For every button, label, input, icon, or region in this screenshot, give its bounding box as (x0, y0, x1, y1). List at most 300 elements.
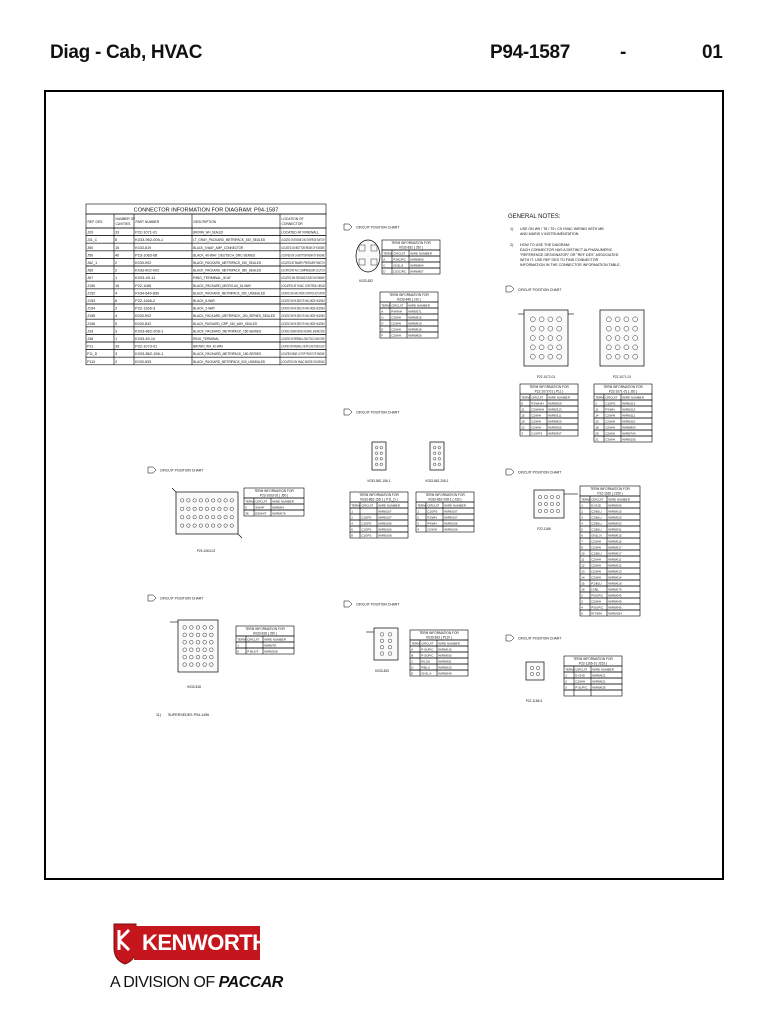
term-table-cell: 2 (351, 515, 353, 520)
reference-arrow-icon (148, 595, 156, 601)
term-table-cell: C2/WH (591, 575, 601, 580)
term-table-cell: C (383, 263, 386, 268)
term-table-cell: C2/BLU (591, 515, 602, 520)
term-table-title: TERM INFORMATION FOR (391, 241, 431, 246)
term-table-cell: C2/BLU (591, 521, 602, 526)
connector-table-cell: LOCATED ON FIREWALL GND STUD, DASH SIDE (281, 337, 325, 341)
term-table-cell: C2/WH (605, 413, 615, 418)
term-table-cell: WIR8/615 (608, 533, 622, 538)
term-table-cell: D (383, 269, 386, 274)
term-table-cell: R/LSA (421, 659, 430, 664)
term-table-cell: A (411, 647, 414, 652)
term-table-cell: D (381, 321, 384, 326)
term-table-cell: WIR8/612 (608, 563, 622, 568)
term-table-cell: WIR8/032 (608, 521, 622, 526)
connector-table-column-header: CONNECTOR (281, 222, 303, 226)
connector-table-cell: J153 (87, 299, 96, 303)
connector-part-label: P22-1071-01 (612, 375, 632, 379)
connector-table-cell: 2 (115, 359, 118, 364)
term-table-cell: C2/WH (531, 419, 541, 424)
term-table-cell: WIR8/050 (438, 653, 452, 658)
term-table-cell: C1GPS (361, 527, 372, 532)
term-table-cell: 22 (521, 425, 525, 430)
term-table-cell: 7 (581, 539, 583, 544)
reference-arrow-icon (148, 467, 156, 473)
term-table-cell: 1 (237, 643, 239, 648)
connector-table-cell: BLACK_PACKARD_METRIPACK_280_UNSEALED (193, 291, 266, 296)
term-table-cell: WIR8/107 (444, 509, 458, 514)
term-table-cell: 2 (581, 593, 583, 598)
term-table-cell: WIR8/616 (608, 581, 622, 586)
connector-table-cell: 3 (115, 329, 118, 334)
connector-table-cell: BLACK_9-WAY_AMP_CONNECTOR (193, 245, 244, 250)
term-table-cell: 11 (521, 407, 525, 412)
term-table-cell: WIR8/016 (438, 647, 452, 652)
division-line (110, 974, 283, 992)
term-table-cell: C (411, 659, 414, 664)
connector-table-cell: P22-1073-01 (135, 344, 158, 349)
term-table-cell: WIR8/804 (410, 263, 424, 268)
connector-k033-818-body (178, 620, 218, 672)
term-table-cell: A (383, 257, 386, 262)
connector-table-cell: J150 (87, 283, 96, 288)
term-table-cell: G (381, 315, 384, 320)
connector-table-cell: J20 (87, 230, 94, 235)
connector-table-cell: 4 (115, 314, 118, 319)
term-table-title: P22-1072-01 ( P11 ) (534, 389, 564, 394)
term-table-cell: E (381, 327, 384, 332)
term-table-column-header: TERM (383, 251, 392, 256)
term-table-cell: WIR8/617 (608, 545, 622, 550)
term-table-cell: E-GND (591, 503, 601, 508)
connector-table-column-header: LOCATION OF (281, 217, 304, 221)
term-table-cell: WIR8/621 (592, 679, 606, 684)
term-table-cell: WIR8/045 (608, 599, 622, 604)
connector-table-column-header: CAVITIES (115, 222, 131, 226)
term-table-cell: 3 (581, 515, 583, 520)
term-table-cell: WIR8/009 (548, 401, 562, 406)
doc-number: P94-1587 (490, 42, 571, 63)
term-table-cell: WIR8/045 (608, 593, 622, 598)
term-table-cell: 2 (417, 515, 419, 520)
term-table-cell: P3/WH (605, 407, 615, 412)
term-table-cell: C2/WH (605, 425, 615, 430)
term-table-column-header: CIRCUIT (531, 395, 544, 400)
term-table-cell: WIR8/815 (408, 315, 422, 320)
term-table-cell: WIR8/076 (608, 587, 622, 592)
connector-table-cell: LOCATED ON ENGINE 1/50 OVERRIDE SWITCH (281, 238, 326, 243)
term-table-column-header: TERM (581, 497, 590, 502)
term-table-cell: C2/WH (575, 679, 585, 684)
term-table-column-header: TERM (565, 667, 574, 672)
term-table-cell: P-SUP/C (421, 647, 434, 652)
connector-table-cell: P110 (87, 359, 96, 364)
circuit-position-chart-label: CIRCUIT POSITION CHART (518, 470, 562, 475)
reference-arrow-icon (344, 409, 352, 415)
connector-table-cell: LOCATED ON RH SIDE OF HVAC MODE HOUSING (281, 299, 325, 303)
connector-table-cell: BLACK_6-WAY (193, 299, 217, 303)
term-table-cell: E (411, 671, 414, 676)
connector-table-cell: P22-1166-3 (135, 306, 156, 311)
term-table-cell: 3 (417, 521, 419, 526)
term-table-cell: 20 (595, 431, 599, 436)
page-title: Diag - Cab, HVAC (50, 42, 203, 63)
term-table-cell: WIR8/820 (548, 419, 562, 424)
connector-table-cell: J50 (87, 253, 94, 258)
connector-table-cell: K033-902-002 (135, 268, 160, 273)
wiring-diagram (44, 90, 724, 880)
connector-table-cell: J152 (87, 291, 96, 296)
term-table-cell: 4 (417, 527, 419, 532)
term-table-column-header: WIRE NUMBER (622, 395, 644, 400)
term-table-cell: WIR8/614 (608, 575, 622, 580)
term-table-cell: WIR8/106 (378, 527, 392, 532)
reference-arrow-icon (344, 224, 352, 230)
term-table-cell: 11 (595, 407, 599, 412)
term-table-title: P22-1071-01 ( J20 ) (608, 389, 638, 394)
connector-table-cell: 2 (115, 268, 118, 273)
term-table-cell: 12 (581, 563, 585, 568)
circuit-position-chart-label: CIRCUIT POSITION CHART (160, 596, 204, 601)
term-table-column-header: CIRCUIT (247, 637, 260, 642)
connector-table-cell: BLACK_PACKARD_METRIPACK_150_SEALED (193, 261, 262, 265)
term-table-title: P22-1166 ( J150 ) (597, 491, 623, 496)
term-table-cell: C2/WH (605, 431, 615, 436)
term-table-column-header: CIRCUIT (421, 641, 434, 646)
term-table-cell: GND_A (421, 671, 432, 676)
term-table-column-header: CIRCUIT (575, 667, 588, 672)
term-table-cell: C1GPS (427, 509, 438, 514)
term-table-cell: C2/WH (391, 333, 401, 338)
term-table-cell: E-GND (575, 673, 585, 678)
circuit-position-chart-label: CIRCUIT POSITION CHART (518, 636, 562, 641)
term-table-cell: WIR8/611 (608, 557, 622, 562)
general-notes-item-line: HOW TO USE THE DIAGRAM: (520, 243, 570, 247)
connector-table-cell: K033-833 (135, 359, 152, 364)
term-table-cell: 36 (245, 511, 249, 516)
connector-table-cell: J38 (87, 337, 94, 341)
circuit-position-chart-label: CIRCUIT POSITION CHART (356, 225, 400, 230)
term-table-cell: WIR8/111 (622, 413, 636, 418)
term-table-title: TERM INFORMATION FOR (419, 631, 459, 636)
term-table-cell: P/BLU (421, 665, 430, 670)
term-table-column-header: WIRE NUMBER (410, 251, 432, 256)
term-table-cell: 1 (417, 509, 419, 514)
term-table-title: TERM INFORMATION FOR (590, 487, 630, 492)
term-table-column-header: TERM (351, 503, 360, 508)
connector-table-cell: BLACK_PACKARD_METRIPACK_630_UNSEALED (193, 359, 266, 364)
connector-table-cell: J65 (87, 268, 94, 273)
connector-table-cell: K033-862-208-1 (135, 329, 164, 334)
connector-part-label: P22-1166 (537, 527, 551, 531)
term-table-title: K033-846 ( J10 ) (397, 297, 421, 302)
connector-table-cell: RING_TERMINAL_5/16" (193, 276, 232, 281)
term-table-cell: A (381, 309, 384, 314)
term-table-cell: P3/WH/H (531, 401, 544, 406)
term-table-cell: C2/WH (605, 419, 615, 424)
term-table-cell: WIR8/S54 (608, 611, 622, 616)
term-table-cell: C2/WH (531, 425, 541, 430)
term-table-cell: WIR8/005 (608, 503, 622, 508)
term-table-title: K033-862-156-1 ( P11_D ) (360, 497, 398, 502)
connector-table-cell: J33 (87, 329, 94, 334)
general-notes-title: GENERAL NOTES: (508, 214, 561, 220)
term-table-title: TERM INFORMATION FOR (359, 493, 399, 498)
term-table-cell: P/SUP/C (591, 605, 604, 610)
term-table-title: K033-862-208-1 ( J33 ) (428, 497, 462, 502)
term-table-cell: WIR8/818 (408, 327, 422, 332)
term-table-cell: WIR8/617 (608, 551, 622, 556)
term-table-title: K033-818 ( J50 ) (253, 631, 277, 636)
doc-dash: - (620, 42, 627, 63)
connector-table-cell: LOCATED ON BOTTOM REAR OF ENGINE (281, 245, 325, 250)
term-table-cell: WIR8/110 (622, 419, 636, 424)
term-table-title: P23-1063-02 ( J50 ) (259, 493, 289, 498)
term-table-cell: C1/BLU (591, 527, 602, 532)
kenworth-logo (110, 922, 310, 1012)
term-table-cell: P/SUP/C (591, 593, 604, 598)
connector-table-cell: LOCATED ON RH SIDE OF HVAC MODE HOUSING (281, 314, 325, 319)
connector-table-cell: 4 (115, 291, 118, 296)
term-table-cell: WIR8/113 (622, 401, 636, 406)
term-table-column-header: CIRCUIT (361, 503, 374, 508)
term-table-cell: 10 (581, 551, 585, 556)
term-table-cell: 5 (245, 505, 247, 510)
term-table-cell: 14 (595, 413, 599, 418)
connector-table-cell: 40 (115, 253, 120, 258)
term-table-cell: C2/WH (591, 599, 601, 604)
term-table-column-header: TERM (595, 395, 604, 400)
term-table-cell: WIR8/025 (608, 515, 622, 520)
connector-table-cell: LOCATED ON GROUND STUD ON ENGINE (281, 276, 325, 281)
term-table-cell: C2/WH (591, 539, 601, 544)
connector-table-cell: LOCATED NEAR LH TOP FRONT OF ENGINE (281, 352, 325, 357)
revision-number: 01 (702, 42, 723, 63)
term-table-cell: GND_N (591, 533, 602, 538)
connector-table-cell: K033-832 (135, 321, 152, 326)
term-table-cell: C2/WH (591, 569, 601, 574)
connector-table-cell: J31_C (87, 238, 98, 243)
term-table-title: K033-832 ( J50 ) (399, 245, 423, 250)
term-table-cell: C2/WH (591, 563, 601, 568)
term-table-cell: P3/WH (427, 515, 437, 520)
term-table-cell: 16 (581, 587, 585, 592)
term-table-cell: 8 (351, 533, 353, 538)
term-table-cell: 1 (565, 673, 567, 678)
term-table-cell: P-BLK/T (247, 649, 259, 654)
term-table-cell: WIR8/020 (438, 665, 452, 670)
term-table-column-header: WIRE NUMBER (592, 667, 614, 672)
term-table-column-header: WIRE NUMBER (264, 637, 286, 642)
term-table-cell: WIR8/810 (408, 321, 422, 326)
term-table-cell: GND_8 (393, 263, 404, 268)
term-table-cell: 19 (521, 419, 525, 424)
term-table-column-header: CIRCUIT (391, 303, 404, 308)
term-table-cell: LT/BL (591, 587, 599, 592)
term-table-cell: 1 (581, 503, 583, 508)
connector-part-label: K033-818 (187, 685, 201, 689)
term-table-title: K033-833 ( P110 ) (426, 635, 452, 640)
connector-table-column-header: REF. DES (87, 220, 103, 224)
connector-table-cell: LOCATED ON RH SIDE OF HVAC MODE HOUSING (281, 321, 325, 326)
term-table-cell: 21 (595, 437, 599, 442)
term-table-cell: WIR8/045 (608, 605, 622, 610)
term-table-title: TERM INFORMATION FOR (529, 385, 569, 390)
term-table-cell: WIR8/626 (592, 685, 606, 690)
connector-table-cell: K034-649-830 (135, 291, 160, 296)
connector-table-cell: BLACK_40-WAY_DEUTSCH_DRC-SERIES (193, 253, 256, 258)
term-table-cell: C1GPS (605, 401, 616, 406)
connector-table-cell: 1 (115, 276, 118, 281)
term-table-cell: 3 (521, 431, 523, 436)
connector-table-cell: 2 (115, 306, 118, 311)
term-table-cell: WIR8/04 (272, 505, 284, 510)
connector-table-column-header: DESCRIPTION (193, 220, 217, 224)
term-table-column-header: WIRE NUMBER (548, 395, 570, 400)
term-table-column-header: WIRE NUMBER (272, 499, 294, 504)
term-table-cell: WIR8/208 (264, 649, 278, 654)
callout-line (238, 534, 242, 538)
connector-table-cell: LOCATED ON HVAC MODE CONTROL ACTUATOR (281, 291, 326, 296)
term-table-cell: 1 (351, 509, 353, 514)
term-table-cell: 3 (565, 685, 567, 690)
connector-part-label: P23-1063-02 (196, 549, 216, 553)
term-table-cell: P-SUP/C (421, 653, 434, 658)
term-table-cell: 5 (581, 611, 583, 616)
connector-table-cell: 1 (115, 337, 118, 341)
term-table-column-header: TERM (521, 395, 530, 400)
general-notes-item-number: 1) (510, 227, 514, 231)
term-table-column-header: TERM (411, 641, 420, 646)
term-table-cell: C2/WH (391, 327, 401, 332)
term-table-cell: WIR8/113 (622, 407, 636, 412)
kenworth-wordmark: KENWORTH (134, 926, 260, 960)
reference-arrow-icon (344, 601, 352, 607)
connector-table-cell: 5 (115, 321, 118, 326)
general-notes-item-line: INFORMATION IN THE CONNECTOR INFORMATION TABLE. (520, 263, 621, 267)
term-table-column-header: CIRCUIT (255, 499, 268, 504)
term-table-column-header: WIRE NUMBER (444, 503, 466, 508)
term-table-cell: R/T/WH (591, 611, 602, 616)
paccar-wordmark: PACCAR (218, 974, 283, 991)
term-table-cell: WIR8/78 (264, 643, 276, 648)
term-table-cell: 3 (581, 599, 583, 604)
division-text: A DIVISION OF (110, 974, 215, 991)
connector-table-cell: P22-1166 (135, 283, 152, 288)
term-table-cell: WIR8/031 (608, 527, 622, 532)
term-table-cell: C2/WH (427, 527, 437, 532)
connector-table-cell: K033-962-006-1 (135, 238, 164, 243)
term-table-column-header: TERM (237, 637, 246, 642)
term-table-cell: 8 (237, 649, 239, 654)
term-table-cell: WIR8/015 (608, 509, 622, 514)
connector-table-cell: BLACK_PACKARD_METRIPACK_150-SERIES (193, 329, 262, 334)
term-table-cell: 15 (581, 581, 585, 586)
connector-table-cell: J155 (87, 314, 96, 319)
connector-table-cell: BROWN_WH_42-WAY (193, 344, 224, 349)
term-table-cell: WIR8/106 (444, 521, 458, 526)
term-table-cell: WIR8/107 (378, 515, 392, 520)
connector-k033-833-body (374, 628, 398, 660)
connector-table-cell: 33 (115, 344, 120, 349)
connector-table-cell: LOCATED ON LH BOTTOM REAR OF ENGINE (281, 253, 325, 258)
term-table-cell: D (411, 665, 414, 670)
general-notes-item-line: WITH IT. USE REF DES TO FIND CONNECTOR (520, 258, 599, 262)
term-table-cell: WIR8/051 (438, 659, 452, 664)
term-table-cell: WIR8/107 (444, 515, 458, 520)
connector-table-cell: J62_1 (87, 261, 98, 265)
term-table-cell: 6 (351, 527, 353, 532)
term-table-cell: WIR8/106 (378, 521, 392, 526)
term-table-cell: WIR8/307 (548, 431, 562, 436)
term-table-cell: C1GPS (361, 533, 372, 538)
term-table-cell: WIR8/105 (622, 437, 636, 442)
term-table-column-header: CIRCUIT (605, 395, 618, 400)
connector-table-cell: BROWN_WH_SEALED (193, 230, 224, 235)
term-table-cell: P1/BLU (591, 581, 602, 586)
connector-table-cell: BLACK_PACKARD_METRIPACK_150_SERIES_SEALED (193, 314, 276, 319)
term-table-cell: WIR8/616 (608, 539, 622, 544)
term-table-title: TERM INFORMATION FOR (603, 385, 643, 390)
term-table-cell: C3/WH (605, 437, 615, 442)
connector-table-cell: J50 (87, 245, 94, 250)
connector-table-cell: K033-49-10 (135, 337, 156, 341)
connector-table-cell: P22-1166-2 (135, 299, 156, 303)
connector-table-cell: K033-819 (135, 245, 152, 250)
term-table-title: TERM INFORMATION FOR (389, 293, 429, 298)
term-table-title: TERM INFORMATION FOR (425, 493, 465, 498)
connector-table-cell: BLACK_PACKARD_METRIPACK_280_SEALED (193, 268, 262, 273)
term-table-cell: WIR8/613 (608, 569, 622, 574)
connector-k033-862-208-1-body (430, 442, 444, 470)
term-table-cell: F (381, 333, 384, 338)
term-table-cell: 13 (595, 419, 599, 424)
connector-table-cell: K033-902 (135, 261, 152, 265)
connector-part-label: K033-862-208-1 (425, 479, 449, 483)
term-table-cell: SW/4F (255, 505, 265, 510)
connector-table-title: CONNECTOR INFORMATION FOR DIAGRAM: P94-1587 (133, 207, 279, 214)
term-table-cell: B (411, 653, 414, 658)
term-table-cell: C2/WH (591, 557, 601, 562)
term-table-cell: 18 (595, 425, 599, 430)
connector-table-cell: BLACK_PACKARD_GRP_150_WAY_SEALED (193, 321, 258, 326)
connector-table-cell: 3 (115, 352, 118, 357)
circuit-position-chart-label: CIRCUIT POSITION CHART (356, 602, 400, 607)
connector-table-cell: LOCATED AT HVAC CONTROL HEAD (281, 283, 326, 288)
callout-line (172, 488, 176, 492)
term-table-cell: C1GPS (361, 515, 372, 520)
term-table-cell: 5 (581, 527, 583, 532)
reference-arrow-icon (506, 286, 514, 292)
connector-table-cell: LOCATED AT A/C COMPRESSOR CLUTCH (281, 268, 326, 273)
connector-table-cell: BLACK_2-WAY (193, 306, 217, 311)
term-table-cell: WIR8/106 (444, 527, 458, 532)
connector-table-cell: LOCATED ON RH SIDE OF HVAC MODE HOUSING (281, 306, 325, 311)
term-table-cell: 6 (581, 533, 583, 538)
term-table-cell: P/WH/H (391, 309, 403, 314)
term-table-cell: 8 (521, 401, 523, 406)
connector-table-cell: 33 (115, 230, 120, 235)
term-table-cell: WIR8/076 (272, 511, 286, 516)
term-table-cell: WIR8/571 (408, 309, 422, 314)
connector-table-cell: P11 (87, 344, 94, 349)
term-table-cell: 11 (581, 557, 585, 562)
connector-table-cell: 16 (115, 283, 120, 288)
connector-table-cell: K033-49-11 (135, 276, 156, 281)
term-table-cell: C2/BLU (591, 509, 602, 514)
connector-table-cell: 2 (115, 261, 118, 265)
reference-arrow-icon (506, 635, 514, 641)
